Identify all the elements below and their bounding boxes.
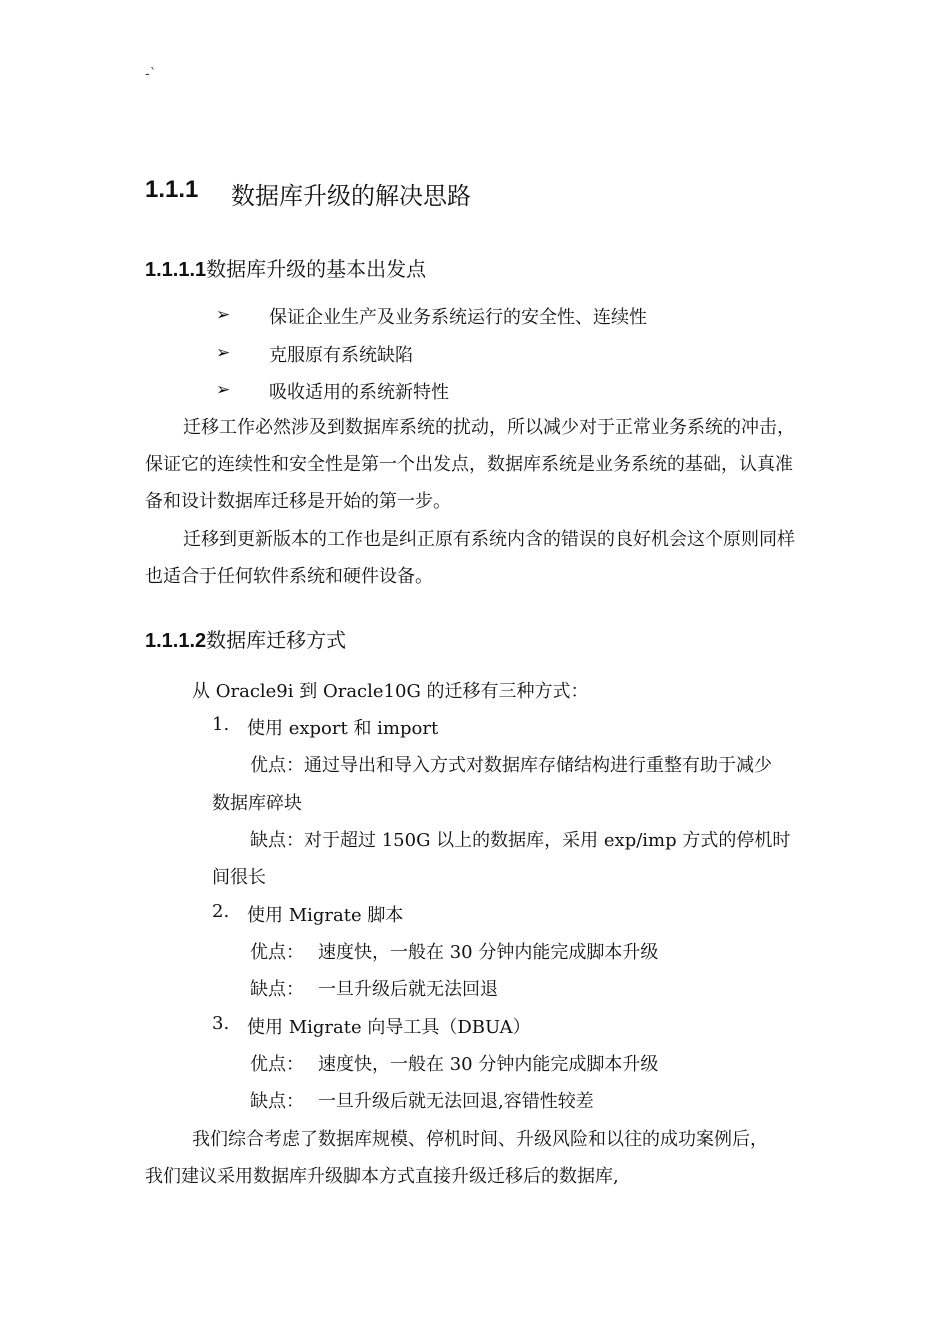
list-item-number: 1. xyxy=(212,714,230,735)
pro-text: 通过导出和导入方式对数据库存储结构进行重整有助于减少 xyxy=(304,755,772,776)
con-text: 一旦升级后就无法回退,容错性较差 xyxy=(318,1091,594,1112)
bullet-arrow-icon: ➢ xyxy=(216,380,231,400)
section-number: 1.1.1 xyxy=(145,176,199,203)
section-title: 数据库升级的解决思路 xyxy=(231,182,471,210)
pro-text: 速度快，一般在 30 分钟内能完成脚本升级 xyxy=(318,942,659,963)
paragraph xyxy=(145,409,810,520)
conclusion-line: 我们建议采用数据库升级脚本方式直接升级迁移后的数据库, xyxy=(145,1166,619,1187)
paragraph-text: 迁移工作必然涉及到数据库系统的扰动，所以减少对于正常业务系统的冲击，保证它的连续性和安全性是第一个出发点，数据库系统是业务系统的基础，认真准备和设计数据库迁移是开始的第一步。 xyxy=(145,417,795,512)
bullet-item: 克服原有系统缺陷 xyxy=(269,345,413,366)
pro-text-continued: 数据库碎块 xyxy=(212,793,302,814)
subsection-title: 数据库迁移方式 xyxy=(206,628,347,652)
bullet-item: 吸收适用的系统新特性 xyxy=(269,382,449,403)
pro-label: 优点： xyxy=(250,1054,304,1075)
con-text: 对于超过 150G 以上的数据库，采用 exp/imp 方式的停机时 xyxy=(304,830,791,851)
pro-line xyxy=(250,751,772,777)
subsection-heading-2 xyxy=(145,624,346,653)
bullet-arrow-icon: ➢ xyxy=(216,305,231,325)
pro-label: 优点： xyxy=(250,755,304,776)
conclusion-line: 我们综合考虑了数据库规模、停机时间、升级风险和以往的成功案例后， xyxy=(192,1129,768,1150)
subsection-number: 1.1.1.2 xyxy=(145,630,207,652)
subsection-title: 数据库升级的基本出发点 xyxy=(206,257,427,281)
con-label: 缺点： xyxy=(250,1091,304,1112)
paragraph xyxy=(145,521,810,595)
con-label: 缺点： xyxy=(250,830,304,851)
list-item-number: 3. xyxy=(212,1013,230,1034)
pro-label: 优点： xyxy=(250,942,304,963)
bullet-item: 保证企业生产及业务系统运行的安全性、连续性 xyxy=(269,307,647,328)
subsection-heading-1 xyxy=(145,253,426,282)
con-label: 缺点： xyxy=(250,979,304,1000)
list-item-title: 使用 Migrate 向导工具（DBUA） xyxy=(247,1017,531,1038)
corner-mark: -` xyxy=(145,66,157,82)
list-item-number: 2. xyxy=(212,901,230,922)
subsection-number: 1.1.1.1 xyxy=(145,259,207,281)
pro-text: 速度快，一般在 30 分钟内能完成脚本升级 xyxy=(318,1054,659,1075)
paragraph-text: 迁移到更新版本的工作也是纠正原有系统内含的错误的良好机会这个原则同样也适合于任何软件系统和硬件设备。 xyxy=(145,529,795,587)
list-item-title: 使用 export 和 import xyxy=(247,718,439,739)
intro-text: 从 Oracle9i 到 Oracle10G 的迁移有三种方式： xyxy=(192,681,589,702)
list-item-title: 使用 Migrate 脚本 xyxy=(247,905,404,926)
bullet-arrow-icon: ➢ xyxy=(216,343,231,363)
con-text-continued: 间很长 xyxy=(212,867,266,888)
con-text: 一旦升级后就无法回退 xyxy=(318,979,498,1000)
con-line xyxy=(250,826,790,852)
